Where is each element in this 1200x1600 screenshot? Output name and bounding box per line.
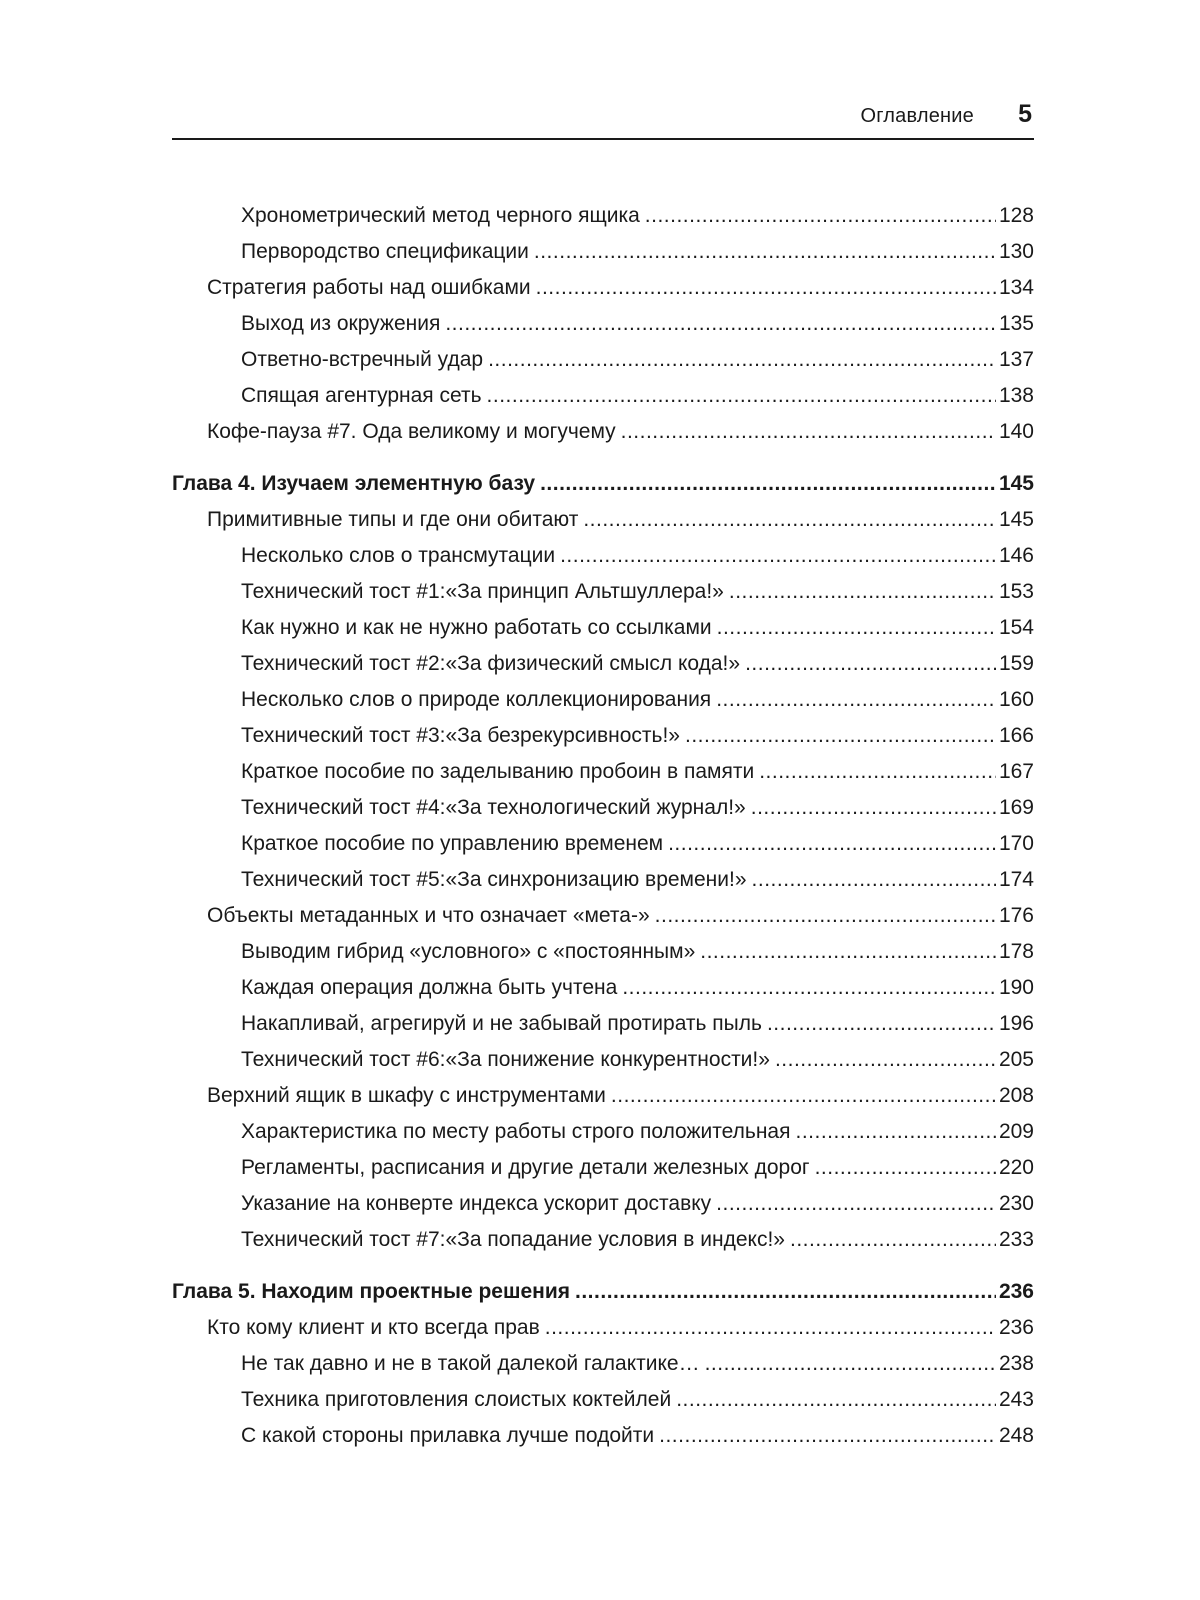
toc-subsection[interactable] (172, 1006, 1034, 1042)
toc-entry-title: Несколько слов о трансмутации (241, 544, 556, 567)
toc-entry-title: Технический тост #3:«За безрекурсивность!» (241, 724, 680, 747)
toc-entry-title: Первородство спецификации (241, 240, 529, 263)
toc-subsection[interactable] (172, 198, 1034, 234)
toc-entry-title: Ответно-встречный удар (241, 348, 484, 371)
toc-subsection[interactable] (172, 234, 1034, 270)
toc-entry-page: 236 (998, 1316, 1034, 1339)
dot-leader (716, 682, 996, 718)
toc-subsection[interactable] (172, 1150, 1034, 1186)
dot-leader (751, 790, 996, 826)
toc-entry-page: 238 (998, 1352, 1034, 1375)
toc-entry-page: 178 (998, 940, 1034, 963)
running-head-title: Оглавление (860, 105, 974, 127)
toc-entry-page: 134 (998, 276, 1034, 299)
toc-entry-page: 160 (998, 688, 1034, 711)
dot-leader (790, 1222, 996, 1258)
toc-subsection[interactable] (172, 1042, 1034, 1078)
toc-subsection[interactable] (172, 306, 1034, 342)
toc-subsection[interactable] (172, 574, 1034, 610)
toc-entry-title: Кто кому клиент и кто всегда прав (207, 1316, 540, 1339)
toc-entry-title: Как нужно и как не нужно работать со ссылками (241, 616, 712, 639)
dot-leader (655, 898, 996, 934)
toc-entry-page: 243 (998, 1388, 1034, 1411)
dot-leader (759, 754, 996, 790)
toc-subsection[interactable] (172, 1346, 1034, 1382)
dot-leader (815, 1150, 996, 1186)
toc-entry-title: Технический тост #1:«За принцип Альтшуллера!» (241, 580, 724, 603)
toc-subsection[interactable] (172, 862, 1034, 898)
toc-entry-page: 128 (998, 204, 1034, 227)
toc-entry-page: 140 (998, 420, 1034, 443)
toc-entry-title: Характеристика по месту работы строго положительная (241, 1120, 791, 1143)
toc-subsection[interactable] (172, 1186, 1034, 1222)
table-of-contents (172, 198, 1034, 1454)
dot-leader (767, 1006, 996, 1042)
toc-entry-title: Примитивные типы и где они обитают (207, 508, 579, 531)
dot-leader (622, 970, 996, 1006)
toc-subsection[interactable] (172, 610, 1034, 646)
toc-entry-title: Спящая агентурная сеть (241, 384, 482, 407)
toc-entry-title: Выход из окружения (241, 312, 441, 335)
dot-leader (445, 306, 996, 342)
toc-entry-page: 220 (998, 1156, 1034, 1179)
toc-entry-page: 230 (998, 1192, 1034, 1215)
toc-entry-title: Краткое пособие по управлению временем (241, 832, 664, 855)
dot-leader (700, 934, 996, 970)
dot-leader (775, 1042, 996, 1078)
toc-subsection[interactable] (172, 790, 1034, 826)
toc-entry-page: 138 (998, 384, 1034, 407)
toc-section[interactable] (172, 270, 1034, 306)
toc-entry-page: 137 (998, 348, 1034, 371)
toc-entry-page: 146 (998, 544, 1034, 567)
toc-entry-title: Технический тост #2:«За физический смысл кода!» (241, 652, 741, 675)
toc-subsection[interactable] (172, 718, 1034, 754)
toc-entry-page: 145 (998, 508, 1034, 531)
toc-entry-title: Краткое пособие по заделыванию пробоин в памяти (241, 760, 755, 783)
dot-leader (645, 198, 996, 234)
toc-subsection[interactable] (172, 682, 1034, 718)
toc-subsection[interactable] (172, 1418, 1034, 1454)
dot-leader (583, 502, 996, 538)
page-header (172, 96, 1034, 140)
toc-subsection[interactable] (172, 1222, 1034, 1258)
toc-chapter[interactable] (172, 1274, 1034, 1310)
dot-leader (560, 538, 996, 574)
toc-entry-page: 166 (998, 724, 1034, 747)
toc-entry-title: Накапливай, агрегируй и не забывай протирать пыль (241, 1012, 762, 1035)
toc-section[interactable] (172, 1310, 1034, 1346)
page-number: 5 (1018, 100, 1032, 128)
toc-entry-page: 167 (998, 760, 1034, 783)
toc-entry-title: Кофе-пауза #7. Ода великому и могучему (207, 420, 616, 443)
dot-leader (621, 414, 996, 450)
toc-entry-page: 208 (998, 1084, 1034, 1107)
toc-entry-page: 153 (998, 580, 1034, 603)
dot-leader (575, 1274, 996, 1310)
toc-section[interactable] (172, 1078, 1034, 1114)
dot-leader (752, 862, 996, 898)
toc-entry-page: 176 (998, 904, 1034, 927)
dot-leader (729, 574, 996, 610)
dot-leader (611, 1078, 996, 1114)
toc-entry-page: 135 (998, 312, 1034, 335)
toc-entry-title: Технический тост #6:«За понижение конкурентности!» (241, 1048, 770, 1071)
dot-leader (717, 610, 996, 646)
toc-entry-title: Техника приготовления слоистых коктейлей (241, 1388, 672, 1411)
toc-subsection[interactable] (172, 1382, 1034, 1418)
dot-leader (536, 270, 996, 306)
toc-subsection[interactable] (172, 934, 1034, 970)
dot-leader (716, 1186, 996, 1222)
toc-entry-title: Глава 4. Изучаем элементную базу (172, 472, 536, 495)
toc-entry-page: 196 (998, 1012, 1034, 1035)
toc-entry-page: 190 (998, 976, 1034, 999)
dot-leader (488, 342, 996, 378)
toc-entry-page: 248 (998, 1424, 1034, 1447)
toc-entry-page: 236 (998, 1280, 1034, 1303)
toc-subsection[interactable] (172, 754, 1034, 790)
dot-leader (685, 718, 996, 754)
toc-entry-page: 170 (998, 832, 1034, 855)
toc-section[interactable] (172, 414, 1034, 450)
toc-entry-page: 159 (998, 652, 1034, 675)
dot-leader (545, 1310, 996, 1346)
toc-entry-page: 205 (998, 1048, 1034, 1071)
toc-section[interactable] (172, 898, 1034, 934)
dot-leader (676, 1382, 996, 1418)
toc-subsection[interactable] (172, 342, 1034, 378)
toc-entry-title: Объекты метаданных и что означает «мета-» (207, 904, 650, 927)
toc-entry-title: Верхний ящик в шкафу с инструментами (207, 1084, 606, 1107)
toc-entry-title: Каждая операция должна быть учтена (241, 976, 618, 999)
dot-leader (705, 1346, 996, 1382)
toc-entry-title: Технический тост #4:«За технологический журнал!» (241, 796, 746, 819)
toc-entry-page: 145 (998, 472, 1034, 495)
toc-entry-title: Технический тост #7:«За попадание условия в индекс!» (241, 1228, 785, 1251)
toc-subsection[interactable] (172, 646, 1034, 682)
toc-section[interactable] (172, 502, 1034, 538)
toc-entry-title: С какой стороны прилавка лучше подойти (241, 1424, 655, 1447)
toc-entry-title: Стратегия работы над ошибками (207, 276, 531, 299)
toc-entry-title: Выводим гибрид «условного» с «постоянным» (241, 940, 696, 963)
dot-leader (540, 466, 996, 502)
toc-chapter[interactable] (172, 466, 1034, 502)
toc-entry-page: 130 (998, 240, 1034, 263)
dot-leader (668, 826, 996, 862)
toc-subsection[interactable] (172, 826, 1034, 862)
toc-entry-title: Регламенты, расписания и другие детали железных дорог (241, 1156, 810, 1179)
toc-entry-title: Хронометрический метод черного ящика (241, 204, 640, 227)
toc-entry-page: 154 (998, 616, 1034, 639)
toc-entry-title: Технический тост #5:«За синхронизацию времени!» (241, 868, 747, 891)
toc-entry-page: 169 (998, 796, 1034, 819)
toc-entry-page: 209 (998, 1120, 1034, 1143)
toc-subsection[interactable] (172, 538, 1034, 574)
dot-leader (659, 1418, 996, 1454)
toc-subsection[interactable] (172, 970, 1034, 1006)
toc-entry-title: Несколько слов о природе коллекционирования (241, 688, 712, 711)
toc-entry-page: 233 (998, 1228, 1034, 1251)
toc-entry-title: Глава 5. Находим проектные решения (172, 1280, 571, 1303)
dot-leader (534, 234, 996, 270)
toc-subsection[interactable] (172, 378, 1034, 414)
dot-leader (487, 378, 996, 414)
dot-leader (745, 646, 996, 682)
toc-entry-title: Не так давно и не в такой далекой галактике… (241, 1352, 700, 1375)
toc-subsection[interactable] (172, 1114, 1034, 1150)
dot-leader (796, 1114, 996, 1150)
toc-entry-title: Указание на конверте индекса ускорит доставку (241, 1192, 712, 1215)
toc-entry-page: 174 (998, 868, 1034, 891)
